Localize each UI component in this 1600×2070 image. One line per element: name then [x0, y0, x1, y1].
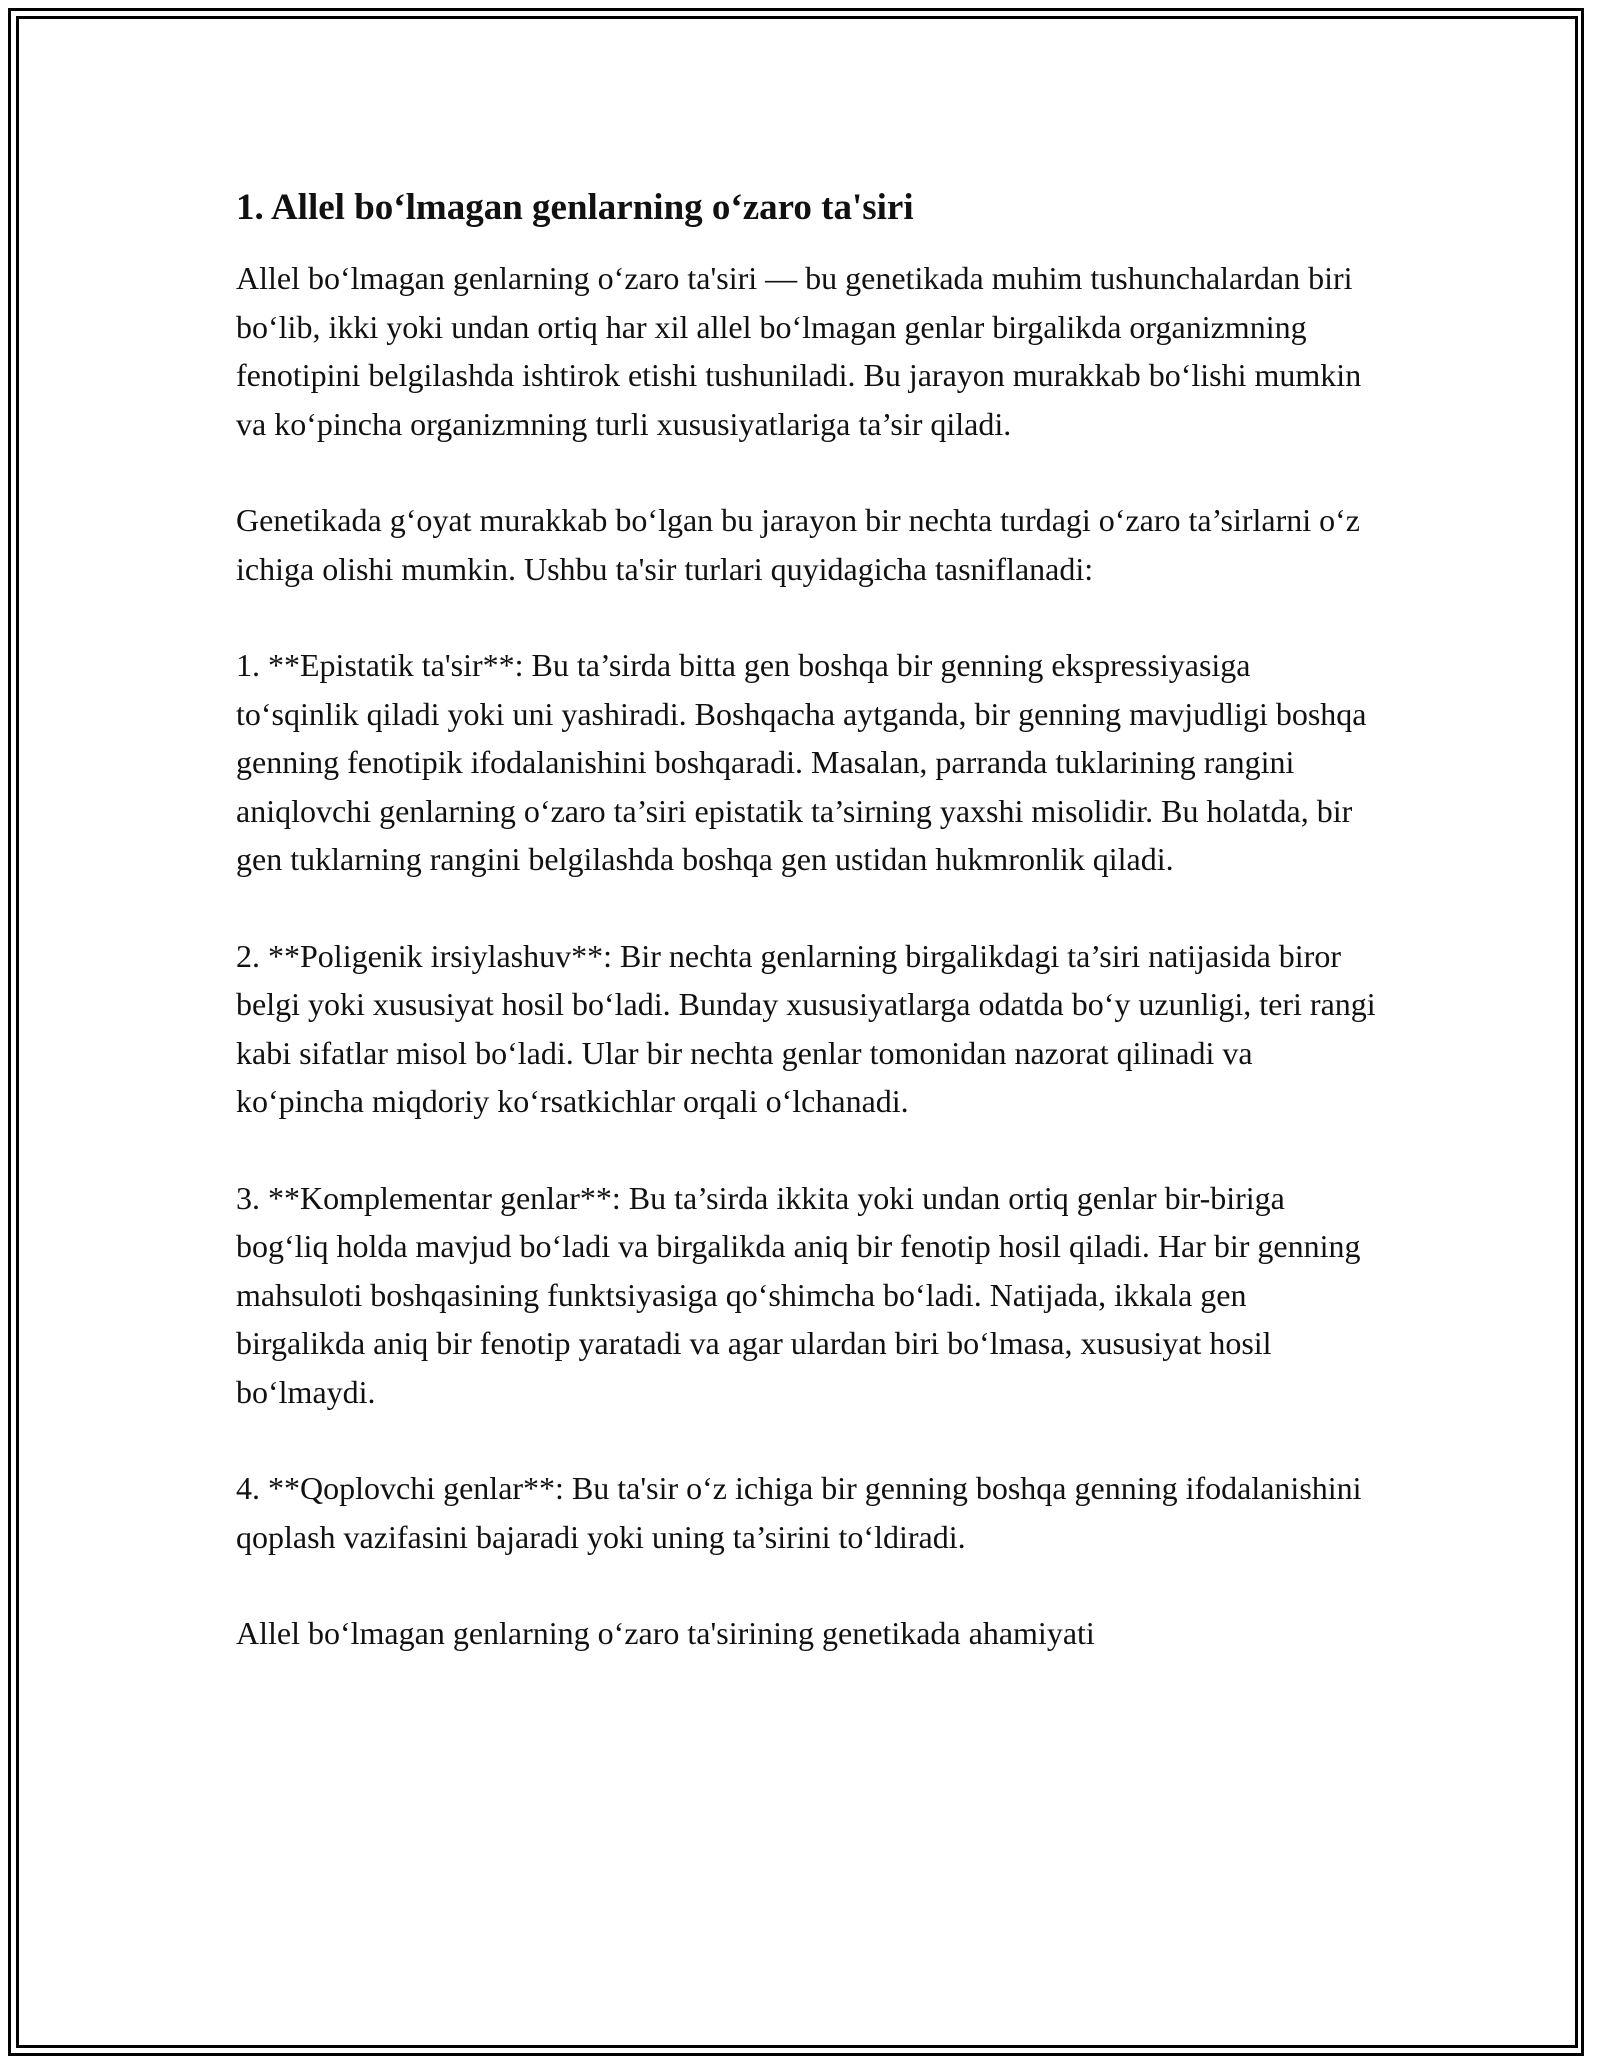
intro-paragraph: Allel bo‘lmagan genlarning o‘zaro ta'siri — bu genetikada muhim tushunchalardan biri bo‘lib, ikki yoki undan ortiq har xil allel bo‘lmagan genlar birgalikda organizmning fenotipini belgilashda ishtirok etishi tushuniladi. Bu jarayon murakkab bo‘lishi mumkin va ko‘pincha organizmning turli xususiyatlariga ta’sir qiladi. — [236, 260, 1362, 442]
epistatic-paragraph: 1. **Epistatik ta'sir**: Bu ta’sirda bitta gen boshqa bir genning ekspressiyasiga to‘sqinlik qiladi yoki uni yashiradi. Boshqacha aytganda, bir genning mavjudligi boshqa genning fenotipik ifodalanishini boshqaradi. Masalan, parranda tuklarining rangini aniqlovchi genlarning o‘zaro ta’siri epistatik ta’sirning yaxshi misolidir. Bu holatda, bir gen tuklarning rangini belgilashda boshqa gen ustidan hukmronlik qiladi. — [236, 647, 1367, 877]
classification-paragraph: Genetikada g‘oyat murakkab bo‘lgan bu jarayon bir nechta turdagi o‘zaro ta’sirlarni o‘z ichiga olishi mumkin. Ushbu ta'sir turlari quyidagicha tasniflanadi: — [236, 502, 1360, 587]
significance-paragraph: Allel bo‘lmagan genlarning o‘zaro ta'sirining genetikada ahamiyati — [236, 1615, 1095, 1651]
polygenic-paragraph: 2. **Poligenik irsiylashuv**: Bir nechta genlarning birgalikdagi ta’siri natijasida biror belgi yoki xususiyat hosil bo‘ladi. Bunday xususiyatlarga odatda bo‘y uzunligi, teri rangi kabi sifatlar misol bo‘ladi. Ular bir nechta genlar tomonidan nazorat qilinadi va ko‘pincha miqdoriy ko‘rsatkichlar orqali o‘lchanadi. — [236, 937, 1376, 1119]
covering-genes-paragraph: 4. **Qoplovchi genlar**: Bu ta'sir o‘z ichiga bir genning boshqa genning ifodalanishini qoplash vazifasini bajaradi yoki uning ta’sirini to‘ldiradi. — [236, 1470, 1362, 1555]
complementary-paragraph: 3. **Komplementar genlar**: Bu ta’sirda ikkita yoki undan ortiq genlar bir-biriga bog‘liq holda mavjud bo‘ladi va birgalikda aniq bir fenotip hosil qiladi. Har bir genning mahsuloti boshqasining funktsiyasiga qo‘shimcha bo‘ladi. Natijada, ikkala gen birgalikda aniq bir fenotip yaratadi va agar ulardan biri bo‘lmasa, xususiyat hosil bo‘lmaydi. — [236, 1179, 1361, 1410]
document-body — [236, 186, 1376, 1706]
section-heading: 1. Allel bo‘lmagan genlarning o‘zaro ta'siri — [236, 187, 914, 228]
